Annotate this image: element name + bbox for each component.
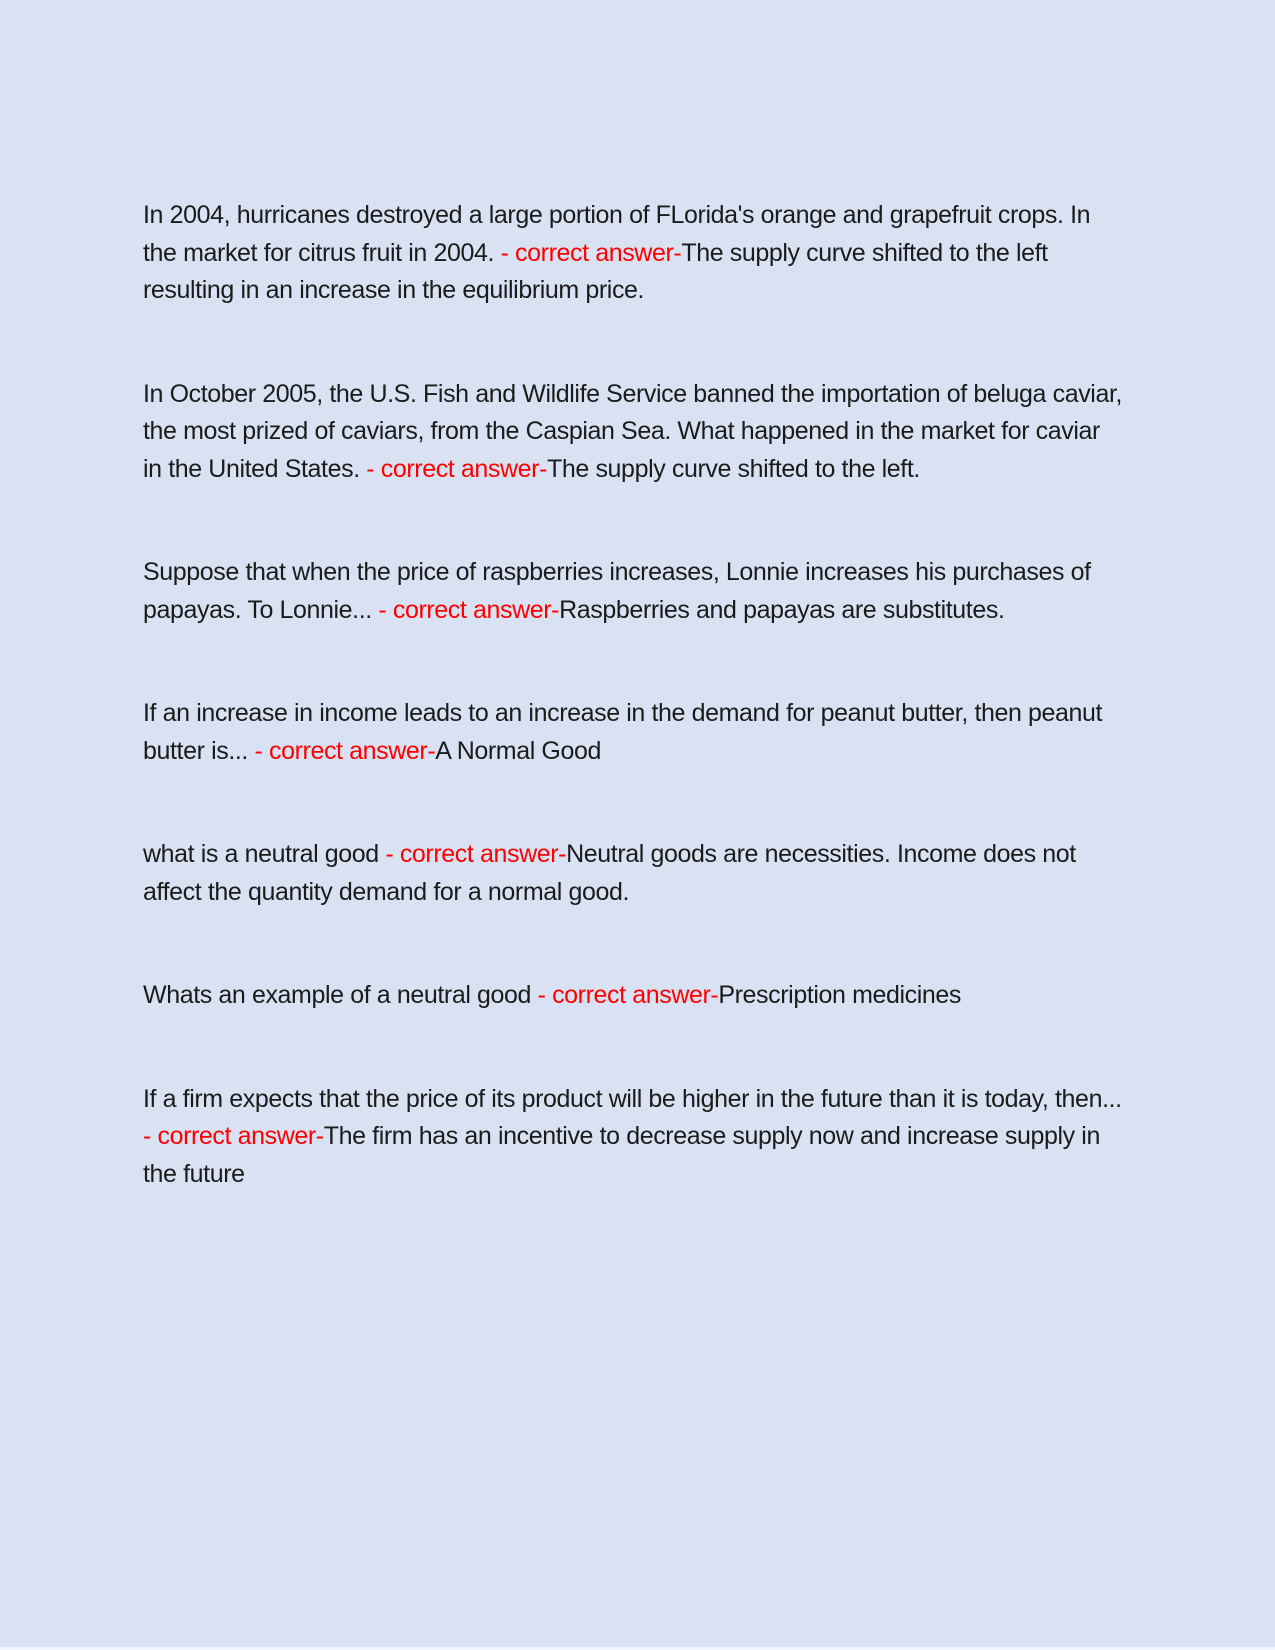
answer-text: The supply curve shifted to the left. — [547, 454, 920, 483]
correct-answer-marker: - correct answer- — [378, 595, 560, 624]
correct-answer-marker: - correct answer- — [254, 736, 436, 765]
qa-item-1 — [143, 197, 1125, 310]
correct-answer-marker: - correct answer- — [500, 238, 682, 267]
correct-answer-marker: - correct answer- — [366, 454, 548, 483]
qa-item-3 — [143, 554, 1125, 629]
qa-item-6 — [143, 977, 1125, 1015]
question-text: Whats an example of a neutral good — [143, 981, 538, 1009]
question-text: In October 2005, the U.S. Fish and Wildlife Service banned the importation of beluga caviar, the most prized of caviars, from the Caspian Sea. What happened in the market for caviar in the United States. — [143, 379, 1123, 483]
answer-text: Neutral goods are necessities. Income does not affect the quantity demand for a normal good. — [143, 840, 1076, 906]
question-text: If an increase in income leads to an increase in the demand for peanut butter, then peanut butter is... — [143, 699, 1103, 765]
qa-item-7 — [143, 1081, 1125, 1194]
correct-answer-marker: - correct answer- — [143, 1122, 324, 1150]
correct-answer-marker: - correct answer- — [385, 840, 567, 868]
answer-text: Prescription medicines — [718, 981, 962, 1009]
answer-text: Raspberries and papayas are substitutes. — [559, 595, 1005, 624]
qa-item-2 — [143, 376, 1125, 489]
question-text: If a firm expects that the price of its product will be higher in the future than it is today, then... — [143, 1084, 1122, 1113]
answer-text: The firm has an incentive to decrease supply now and increase supply in the future — [143, 1122, 1100, 1188]
qa-item-5 — [143, 836, 1125, 911]
text-column — [143, 197, 1125, 1193]
question-text: what is a neutral good — [143, 840, 386, 868]
question-text: Suppose that when the price of raspberries increases, Lonnie increases his purchases of papayas. To Lonnie... — [143, 558, 1091, 624]
answer-text: The supply curve shifted to the left resulting in an increase in the equilibrium price. — [143, 238, 1048, 304]
question-text: In 2004, hurricanes destroyed a large portion of FLorida's orange and grapefruit crops. In the market for citrus fruit in 2004. — [143, 201, 1091, 267]
answer-text: A Normal Good — [435, 736, 601, 765]
qa-item-4 — [143, 695, 1125, 770]
correct-answer-marker: - correct answer- — [537, 981, 719, 1009]
